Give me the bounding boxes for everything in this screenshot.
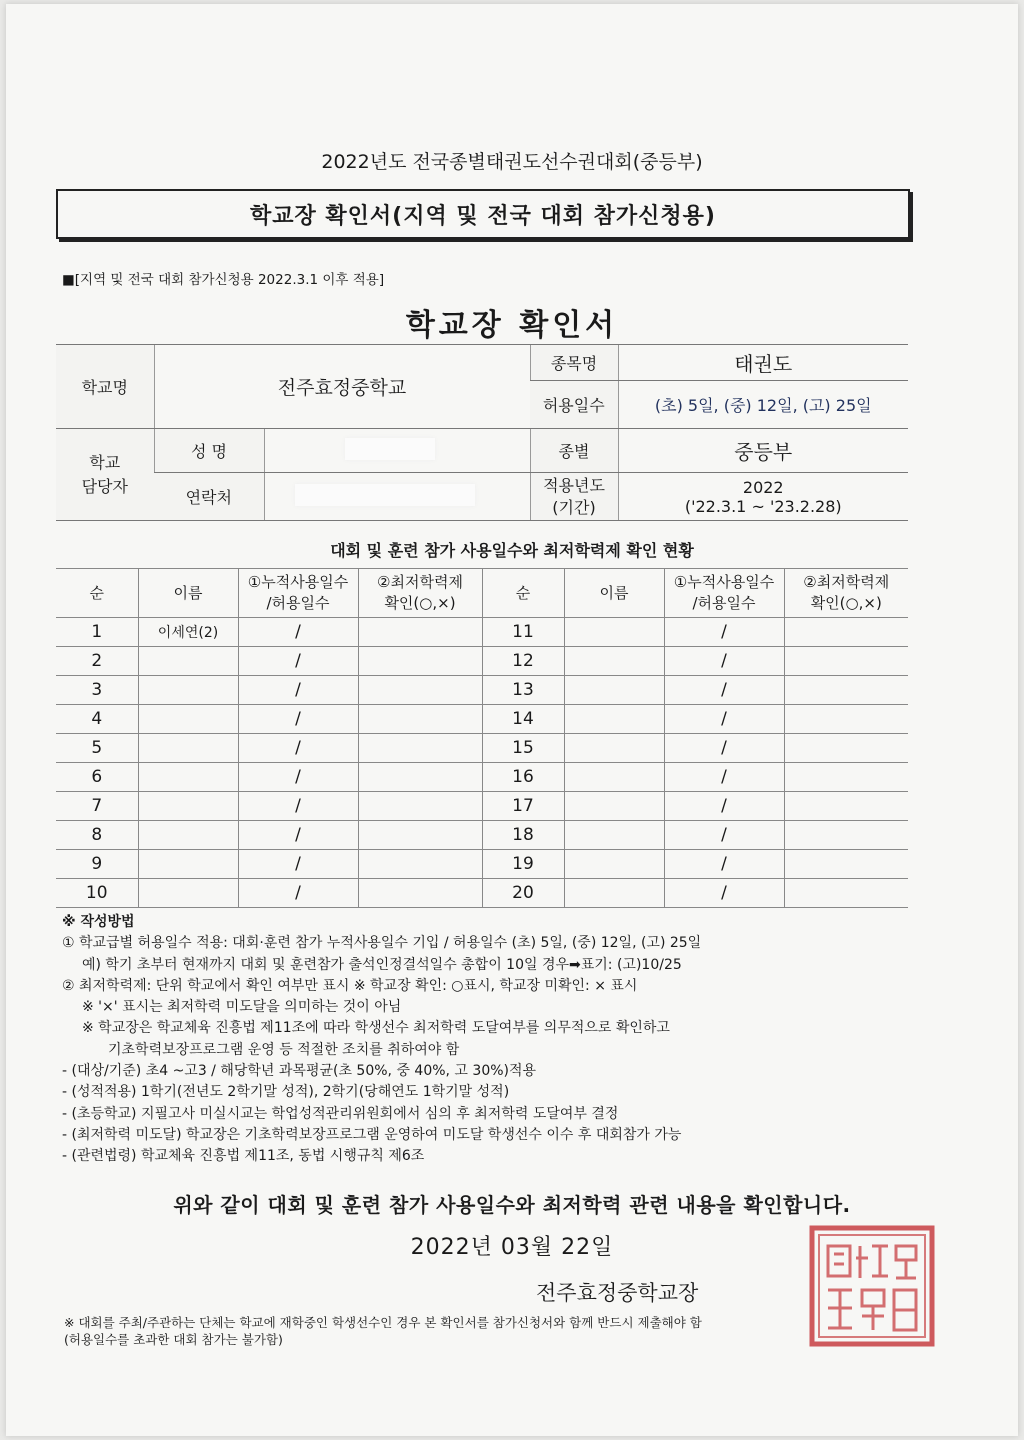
sport-label: 종목명 — [530, 345, 618, 381]
row-name — [564, 763, 664, 792]
row-check — [784, 763, 908, 792]
table-row — [56, 647, 908, 676]
row-name — [564, 821, 664, 850]
row-days: / — [238, 734, 358, 763]
row-name — [138, 705, 238, 734]
row-check — [358, 821, 482, 850]
row-number: 20 — [482, 879, 564, 908]
note-line: - (초등학교) 지필고사 미실시교는 학업성적관리위원회에서 심의 후 최저학력 도달여부 결정 — [62, 1105, 619, 1122]
row-check — [784, 734, 908, 763]
writing-instructions — [62, 912, 922, 1168]
usage-header-row — [56, 569, 908, 618]
table-row — [56, 734, 908, 763]
row-name — [564, 676, 664, 705]
row-check — [784, 821, 908, 850]
row-days: / — [238, 647, 358, 676]
row-days: / — [664, 763, 784, 792]
row-name — [138, 879, 238, 908]
note-line: ※ '×' 표시는 최저학력 미도달을 의미하는 것이 아님 — [82, 999, 402, 1016]
division-value: 중등부 — [618, 429, 908, 473]
row-check — [784, 705, 908, 734]
row-number: 6 — [56, 763, 138, 792]
document-page — [6, 4, 1018, 1436]
note-line: 기초학력보장프로그램 운영 등 적절한 조치를 취하여야 함 — [108, 1041, 460, 1058]
table-row — [56, 821, 908, 850]
usage-table — [56, 568, 908, 908]
row-name — [564, 792, 664, 821]
row-check — [784, 850, 908, 879]
note-line: - (최저학력 미도달) 학교장은 기초학력보장프로그램 운영하여 미도달 학생선수 이수 후 대회참가 가능 — [62, 1126, 682, 1143]
main-title-box — [56, 189, 910, 239]
row-name — [564, 705, 664, 734]
footnote-line-2: (허용일수를 초과한 대회 참가는 불가함) — [64, 1332, 283, 1347]
row-name — [138, 792, 238, 821]
sport-value: 태권도 — [618, 345, 908, 381]
year-value: 2022 — [742, 477, 784, 497]
row-name — [138, 647, 238, 676]
row-days: / — [664, 618, 784, 647]
table-row — [56, 618, 908, 647]
school-name: 전주효정중학교 — [154, 345, 530, 429]
note-line: ② 최저학력제: 단위 학교에서 확인 여부만 표시 ※ 학교장 확인: ○표시, 학교장 미확인: × 표시 — [62, 977, 638, 994]
table-row — [56, 763, 908, 792]
row-name — [138, 734, 238, 763]
row-check — [358, 763, 482, 792]
row-check — [784, 647, 908, 676]
note-line: - (관련법령) 학교체육 진흥법 제11조, 동법 시행규칙 제6조 — [62, 1148, 425, 1165]
header-days: ①누적사용일수 /허용일수 — [238, 569, 358, 618]
table-row — [56, 676, 908, 705]
row-days: / — [238, 821, 358, 850]
row-name — [564, 850, 664, 879]
row-number: 16 — [482, 763, 564, 792]
row-days: / — [664, 850, 784, 879]
event-title: 2022년도 전국종별태권도선수권대회(중등부) — [321, 151, 703, 173]
table-row — [56, 705, 908, 734]
row-name — [138, 676, 238, 705]
row-check — [784, 792, 908, 821]
row-days: / — [664, 879, 784, 908]
allowed-days-value: (초) 5일, (중) 12일, (고) 25일 — [618, 381, 908, 429]
row-days: / — [664, 734, 784, 763]
row-number: 1 — [56, 618, 138, 647]
row-number: 12 — [482, 647, 564, 676]
principal-title: 전주효정중학교장 — [536, 1281, 699, 1305]
row-number: 9 — [56, 850, 138, 879]
row-number: 18 — [482, 821, 564, 850]
row-check — [358, 792, 482, 821]
row-days: / — [664, 821, 784, 850]
row-check — [358, 705, 482, 734]
document-heading: 학교장 확인서 — [405, 308, 619, 343]
table-caption: 대회 및 훈련 참가 사용일수와 최저학력제 확인 현황 — [330, 541, 694, 560]
year-cell — [618, 473, 908, 521]
contact-person-label: 학교 담당자 — [56, 429, 154, 521]
row-check — [358, 618, 482, 647]
confirm-statement: 위와 같이 대회 및 훈련 참가 사용일수와 최저학력 관련 내용을 확인합니다. — [173, 1193, 851, 1217]
row-name — [138, 763, 238, 792]
table-row — [56, 792, 908, 821]
row-name: 이세연(2) — [138, 618, 238, 647]
name-value — [264, 429, 530, 473]
phone-value — [264, 473, 530, 521]
note-line: - (성적적용) 1학기(전년도 2학기말 성적), 2학기(당해연도 1학기말 성적) — [62, 1084, 510, 1101]
footnote-line-1: ※ 대회를 주최/주관하는 단체는 학교에 재학중인 학생선수인 경우 본 확인서를 참가신청서와 함께 반드시 제출해야 함 — [64, 1315, 702, 1330]
row-check — [358, 734, 482, 763]
row-check — [358, 676, 482, 705]
header-no-2: 순 — [482, 569, 564, 618]
row-check — [358, 647, 482, 676]
table-row — [56, 850, 908, 879]
row-name — [564, 879, 664, 908]
row-days: / — [238, 763, 358, 792]
header-days-2: ①누적사용일수 /허용일수 — [664, 569, 784, 618]
note-line: 예) 학기 초부터 현재까지 대회 및 훈련참가 출석인정결석일수 총합이 10일 경우➡표기: (고)10/25 — [82, 956, 682, 973]
row-number: 2 — [56, 647, 138, 676]
row-number: 11 — [482, 618, 564, 647]
row-number: 10 — [56, 879, 138, 908]
row-check — [784, 676, 908, 705]
allowed-days-label: 허용일수 — [530, 381, 618, 429]
year-label: 적용년도 (기간) — [530, 473, 618, 521]
header-check-2: ②최저학력제 확인(○,×) — [784, 569, 908, 618]
row-days: / — [238, 676, 358, 705]
row-days: / — [238, 618, 358, 647]
redacted-name — [345, 438, 435, 460]
row-number: 15 — [482, 734, 564, 763]
row-number: 17 — [482, 792, 564, 821]
redacted-phone — [295, 484, 475, 506]
row-name — [138, 850, 238, 879]
row-check — [784, 618, 908, 647]
table-row — [56, 879, 908, 908]
row-days: / — [664, 676, 784, 705]
name-label: 성 명 — [154, 429, 264, 473]
row-number: 13 — [482, 676, 564, 705]
row-days: / — [238, 879, 358, 908]
row-number: 5 — [56, 734, 138, 763]
row-name — [138, 821, 238, 850]
row-days: / — [664, 647, 784, 676]
row-days: / — [238, 705, 358, 734]
division-label: 종별 — [530, 429, 618, 473]
header-name: 이름 — [138, 569, 238, 618]
row-number: 14 — [482, 705, 564, 734]
row-days: / — [238, 850, 358, 879]
row-name — [564, 647, 664, 676]
school-label: 학교명 — [56, 345, 154, 429]
applicability-note: ■[지역 및 전국 대회 참가신청용 2022.3.1 이후 적용] — [62, 272, 385, 288]
phone-label: 연락처 — [154, 473, 264, 521]
main-title: 학교장 확인서(지역 및 전국 대회 참가신청용) — [250, 203, 716, 229]
row-number: 8 — [56, 821, 138, 850]
school-info-table — [56, 344, 908, 521]
header-check: ②최저학력제 확인(○,×) — [358, 569, 482, 618]
row-number: 19 — [482, 850, 564, 879]
row-days: / — [664, 792, 784, 821]
row-check — [358, 879, 482, 908]
row-number: 4 — [56, 705, 138, 734]
row-name — [564, 618, 664, 647]
row-days: / — [238, 792, 358, 821]
row-name — [564, 734, 664, 763]
row-number: 7 — [56, 792, 138, 821]
row-check — [784, 879, 908, 908]
row-number: 3 — [56, 676, 138, 705]
header-no: 순 — [56, 569, 138, 618]
note-line: - (대상/기준) 초4 ~고3 / 해당학년 과목평균(초 50%, 중 40%, 고 30%)적용 — [62, 1063, 537, 1080]
header-name-2: 이름 — [564, 569, 664, 618]
row-check — [358, 850, 482, 879]
row-days: / — [664, 705, 784, 734]
note-line: ※ 학교장은 학교체육 진흥법 제11조에 따라 학생선수 최저학력 도달여부를 의무적으로 확인하고 — [82, 1020, 670, 1037]
footnote — [64, 1314, 924, 1348]
note-line: ① 학교급별 허용일수 적용: 대회·훈련 참가 누적사용일수 기입 / 허용일수 (초) 5일, (중) 12일, (고) 25일 — [62, 935, 702, 952]
date-line: 2022년 03월 22일 — [410, 1235, 614, 1260]
period-value: ('22.3.1 ~ '23.2.28) — [684, 496, 842, 516]
notes-heading: ※ 작성방법 — [62, 914, 135, 930]
